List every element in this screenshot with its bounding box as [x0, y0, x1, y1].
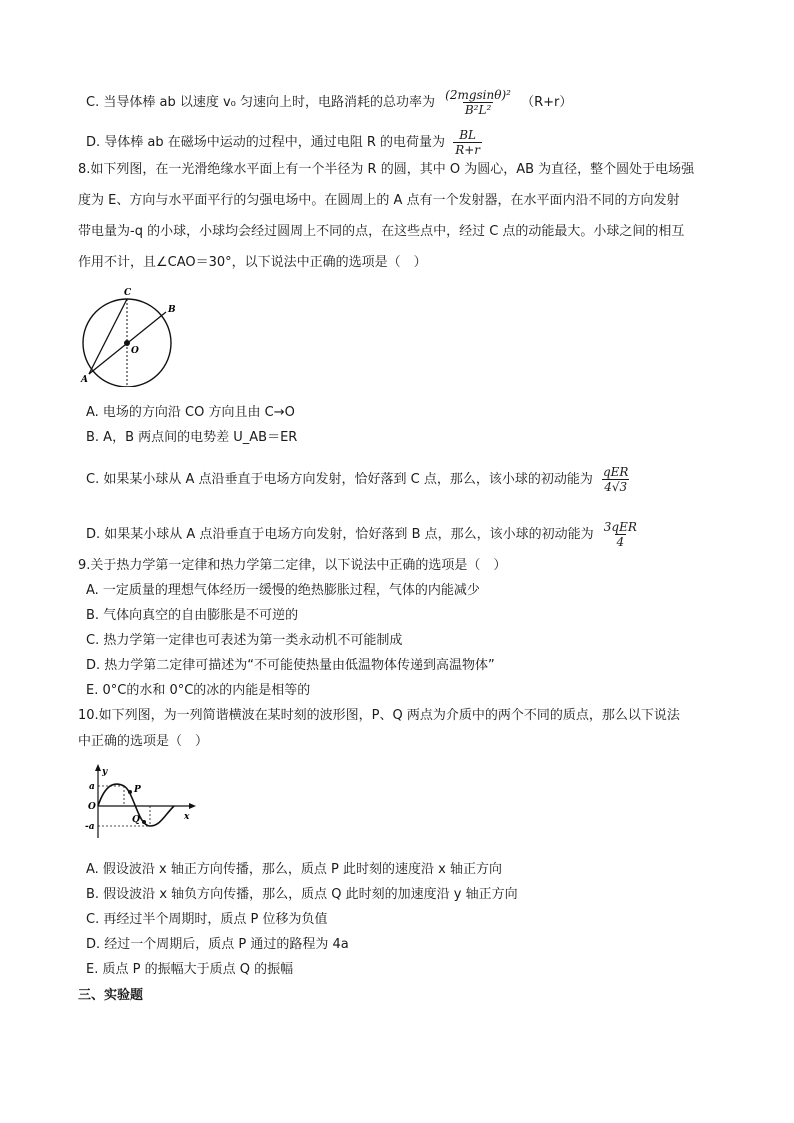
q9-option-b: B. 气体向真空的自由膨胀是不可逆的: [86, 608, 299, 623]
q7-d-fraction: $\frac{BL}{R+r}$: [455, 128, 481, 157]
label-b: B: [168, 305, 176, 315]
label-y: y: [102, 767, 108, 777]
q8-option-d: D. 如果某小球从 A 点沿垂直于电场方向发射，恰好落到 B 点，那么，该小球的初动能为 $\frac{\text{3qER}}{4}$: [86, 520, 637, 549]
section-heading-experiments: 三、实验题: [78, 988, 144, 1003]
label-o: O: [88, 802, 96, 812]
q8-stem-line4: 作用不计，且∠CAO＝30°，以下说法中正确的选项是（ ）: [78, 255, 427, 270]
q10-option-d: D. 经过一个周期后，质点 P 通过的路程为 4a: [86, 937, 349, 952]
label-c: C: [124, 288, 132, 298]
q8-option-b: B. A，B 两点间的电势差 U_AB＝ER: [86, 430, 298, 445]
q8-option-a: A. 电场的方向沿 CO 方向且由 C→O: [86, 405, 295, 420]
q8-stem-line2: 度为 E、方向与水平面平行的匀强电场中。在圆周上的 A 点有一个发射器，在水平面内沿不同的方向发射: [78, 193, 680, 208]
q8-c-fraction: $\frac{\text{qER}}{4√3}$: [602, 465, 629, 494]
label-x: x: [184, 812, 190, 822]
q9-option-d: D. 热力学第二定律可描述为“不可能使热量由低温物体传递到高温物体”: [86, 658, 495, 673]
q9-option-a: A. 一定质量的理想气体经历一缓慢的绝热膨胀过程，气体的内能减少: [86, 583, 480, 598]
q10-option-c: C. 再经过半个周期时，质点 P 位移为负值: [86, 912, 328, 927]
q9-option-c: C. 热力学第一定律也可表述为第一类永动机不可能制成: [86, 633, 403, 648]
q9-stem: 9.关于热力学第一定律和热力学第二定律，以下说法中正确的选项是（ ）: [78, 558, 507, 573]
chord-ac: [89, 299, 127, 374]
q8-d-fraction: $\frac{\text{3qER}}{4}$: [603, 520, 637, 549]
y-axis-arrow: [95, 764, 101, 771]
q8-stem-line1: 8.如下列图，在一光滑绝缘水平面上有一个半径为 R 的圆，其中 O 为圆心，AB 为直径，整个圆处于电场强: [78, 162, 695, 177]
x-axis-arrow: [189, 803, 196, 809]
label-a: A: [81, 375, 88, 385]
center-point-o: [124, 340, 130, 346]
q8-stem-line3: 带电量为-q 的小球，小球均会经过圆周上不同的点，在这些点中，经过 C 点的动能最大。小球之间的相互: [78, 224, 685, 239]
q8-option-c: C. 如果某小球从 A 点沿垂直于电场方向发射，恰好落到 C 点，那么，该小球的初动能为 $\frac{\text{qER}}{4√3}$: [86, 465, 629, 494]
label-o: O: [131, 346, 139, 356]
label-a: a: [89, 782, 95, 792]
q10-stem-line2: 中正确的选项是（ ）: [78, 734, 209, 749]
point-q: [142, 820, 146, 824]
q10-option-e: E. 质点 P 的振幅大于质点 Q 的振幅: [86, 962, 294, 977]
label-neg-a: -a: [85, 822, 95, 832]
circle-field-figure: [78, 285, 178, 387]
q10-option-b: B. 假设波沿 x 轴负方向传播，那么，质点 Q 此时刻的加速度沿 y 轴正方向: [86, 887, 518, 902]
label-q: Q: [132, 815, 140, 825]
q7-option-c: C. 当导体棒 ab 以速度 v₀ 匀速向上时，电路消耗的总功率为 $\frac{\text{(2mgsinθ)²}}{\text{B²L²}}$ （R+r）: [86, 88, 573, 117]
q7-c-fraction: $\frac{\text{(2mgsinθ)²}}{\text{B²L²}}$: [445, 88, 511, 117]
wave-figure: [84, 762, 200, 842]
q10-stem-line1: 10.如下列图，为一列简谐横波在某时刻的波形图，P、Q 两点为介质中的两个不同的质点，那么以下说法: [78, 708, 680, 723]
q7-option-d: D. 导体棒 ab 在磁场中运动的过程中，通过电阻 R 的电荷量为 $\frac{BL}{R+r}$: [86, 128, 481, 157]
label-p: P: [134, 785, 141, 795]
q10-option-a: A. 假设波沿 x 轴正方向传播，那么，质点 P 此时刻的速度沿 x 轴正方向: [86, 862, 502, 877]
point-p: [128, 790, 132, 794]
q9-option-e: E. 0°C的水和 0°C的冰的内能是相等的: [86, 683, 311, 698]
